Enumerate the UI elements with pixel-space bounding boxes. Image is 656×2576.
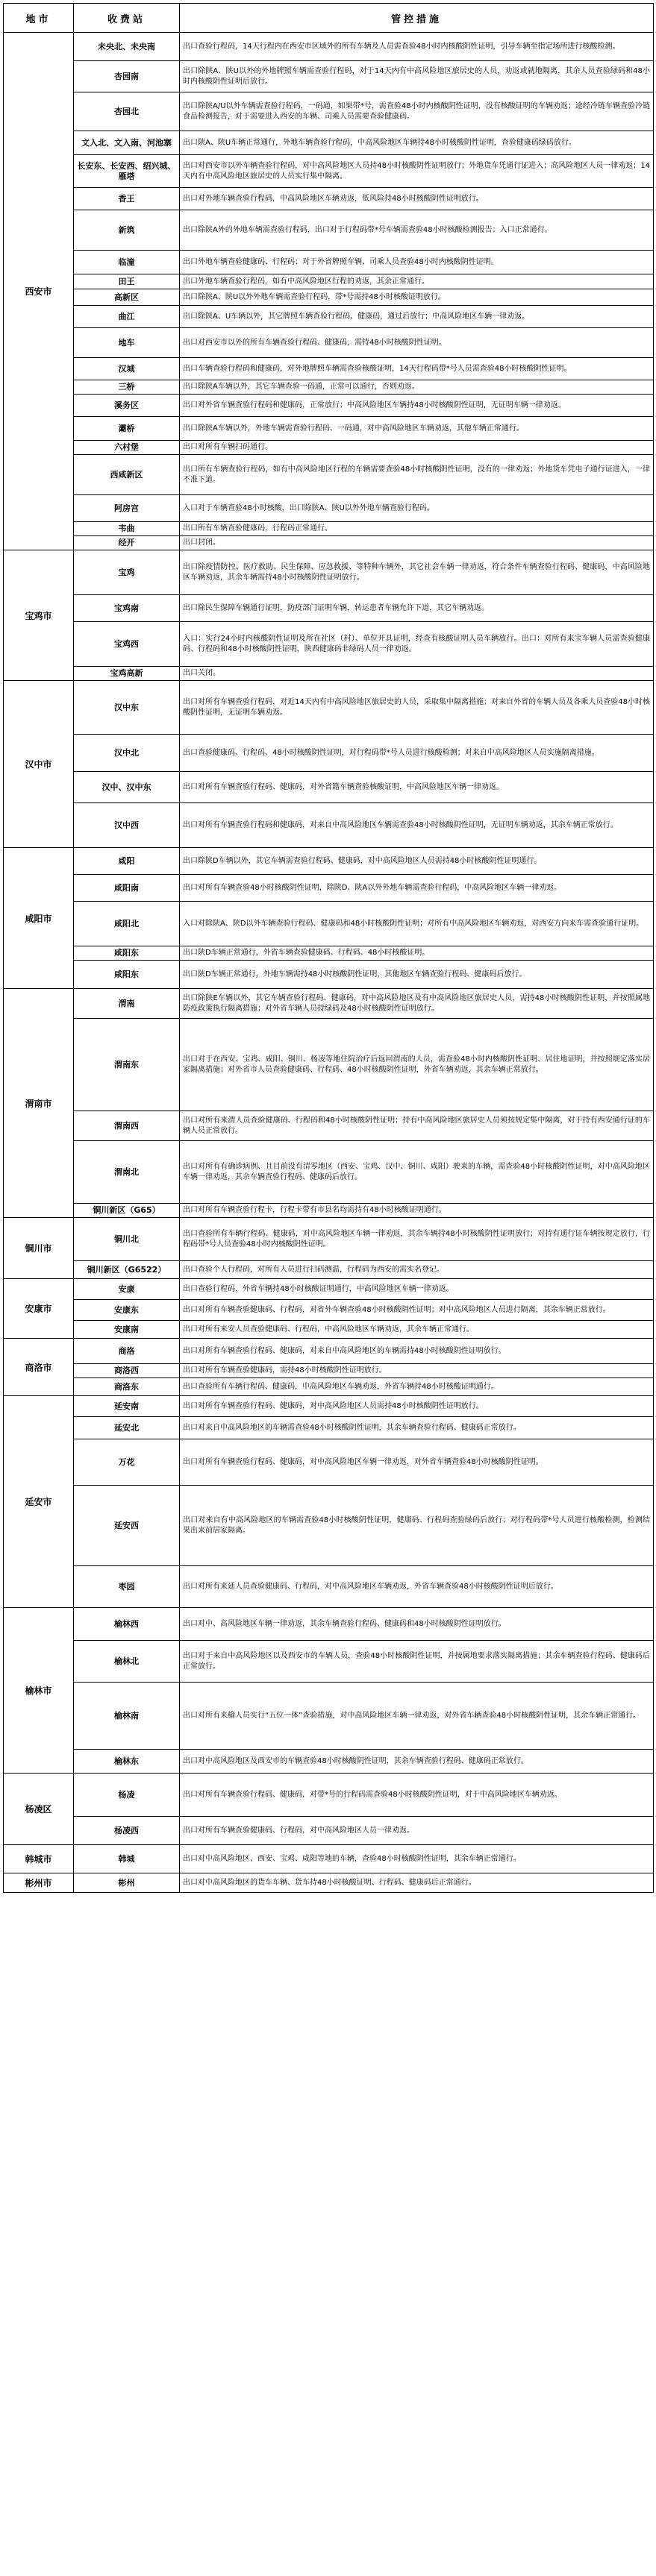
measures-cell: 出口对所有车辆查验行程码，对近14天内有中高风险地区旅居史的人员，采取集中隔离措施；对来自外省的车辆人员及各乘人员查验48小时核酸阴性证明，无证明车辆劝返。: [180, 681, 654, 735]
station-cell: 宝鸡高新: [74, 667, 180, 681]
station-cell: 田王: [74, 274, 180, 289]
city-cell: 咸阳市: [4, 848, 74, 989]
measures-cell: 出口查验行程码，外省车辆持48小时核酸证明通行，中高风险地区车辆一律劝返。: [180, 1279, 654, 1300]
measures-cell: 出口除陕A、陕U以外的外地牌照车辆需查验行程码，对于14天内有中高风险地区旅居史的人员，劝返或就地隔离，其余人员查验绿码和48小时内核酸阴性证明后放行。: [180, 61, 654, 92]
measures-cell: 入口：实行24小时内核酸阴性证明及所在社区（村）、单位开具证明，经查有核酸证明人员车辆放行。出口：对所有来宝车辆人员需查验健康码、行程码和48小时核酸阴性证明，陕西健康码非绿码人员一律劝返。: [180, 622, 654, 667]
measures-cell: 出口对所有车辆查验健康码，需持48小时核酸阴性证明放行。: [180, 1364, 654, 1378]
station-cell: 长安东、长安西、绍兴城、雁塔: [74, 155, 180, 188]
table-row: [4, 595, 654, 622]
measures-cell: 出口对来自中高风险地区的车辆需查验48小时核酸阴性证明，其余车辆查验行程码、健康码正常放行。: [180, 1417, 654, 1439]
measures-cell: 入口对除陕A、陕D以外车辆查验行程码、健康码和48小时核酸阴性证明；对所有中高风险地区车辆劝返，对西安方向来车需查验通行证明。: [180, 902, 654, 946]
station-cell: 咸阳东: [74, 961, 180, 989]
station-cell: 渭南北: [74, 1141, 180, 1204]
measures-cell: 出口外地车辆查验行程码，如有中高风险地区行程的劝返，其余正常通行。: [180, 274, 654, 289]
measures-cell: 出口除陕D车辆以外，其它车辆需查验行程码、健康码，对中高风险地区人员需持48小时核酸阴性证明通行。: [180, 848, 654, 875]
measures-cell: 出口对西安市以外的所有车辆查验行程码、健康码，需持48小时核酸阴性证明。: [180, 328, 654, 358]
measures-cell: 出口对所有车辆查验48小时核酸阴性证明，除陕D、陕A以外外地车辆需查验行程码，中高风险地区车辆一律劝返。: [180, 875, 654, 902]
table-row: [4, 188, 654, 210]
measures-cell: 出口查验行程码，14天行程内在西安市区域外的所有车辆及人员需查验48小时内核酸阴性证明，引导车辆至指定场所进行核酸检测。: [180, 33, 654, 61]
table-row: [4, 902, 654, 946]
measures-cell: 出口对所有车辆查验行程码和健康码，对来自中高风险地区车辆需查验48小时核酸阴性证明，无证明车辆劝返，其余车辆正常放行。: [180, 803, 654, 848]
table-body: [4, 33, 654, 1893]
station-cell: 延安南: [74, 1396, 180, 1417]
table-row: [4, 328, 654, 358]
measures-cell: 出口对所有车辆查验行程码、健康码，对带*号的行程码需查验48小时核酸阴性证明，对于中高风险地区车辆劝返。: [180, 1774, 654, 1817]
station-cell: 咸阳南: [74, 875, 180, 902]
measures-cell: 出口关闭。: [180, 667, 654, 681]
city-cell: 杨凌区: [4, 1774, 74, 1845]
table-row: [4, 1774, 654, 1817]
measures-cell: 出口除疫情防控、医疗救助、民生保障、应急救援、等特种车辆外，其它社会车辆一律劝返，符合条件车辆查验行程码、健康码，中高风险地区车辆劝返，其余车辆需持48小时核酸阴性证明放行。: [180, 550, 654, 595]
table-row: [4, 210, 654, 251]
measures-cell: 出口除陕A外的外地车辆需查验行程码，出口对于行程码带*号车辆需查验48小时核酸检测报告；入口正常通行。: [180, 210, 654, 251]
table-row: [4, 1683, 654, 1750]
station-cell: 曲江: [74, 306, 180, 328]
measures-cell: 出口查验所有车辆行程码、健康码，中高风险地区车辆劝返，外省车辆持48小时核酸证明通行。: [180, 1378, 654, 1396]
city-cell: 韩城市: [4, 1845, 74, 1873]
city-cell: 安康市: [4, 1279, 74, 1339]
station-cell: 临潼: [74, 251, 180, 274]
table-row: [4, 1845, 654, 1873]
measures-cell: 出口对中高风险地区及西安市的车辆查验48小时核酸阴性证明，其余车辆查验行程码、健康码正常放行。: [180, 1750, 654, 1774]
station-cell: 彬州: [74, 1873, 180, 1893]
table-row: [4, 417, 654, 441]
measures-cell: 出口外地车辆查验健康码、行程码；对于外省牌照车辆、司乘人员查验48小时内核酸阴性证明。: [180, 251, 654, 274]
station-cell: 咸阳北: [74, 902, 180, 946]
measures-cell: 出口查验个人行程码，对所有人员进行扫码测温，行程码为西安的需实名登记。: [180, 1261, 654, 1279]
measures-cell: 出口除陕A/U以外车辆需查验行程码，一码通，如果带*号，需查验48小时内核酸阴性证明，没有核酸证明的车辆劝返；途经冷链车辆查验冷链食品检测报告，对于需要进入西安的车辆、司乘人员需要查验健康码。: [180, 92, 654, 131]
table-row: [4, 1279, 654, 1300]
measures-cell: 出口封闭。: [180, 536, 654, 550]
station-cell: 经开: [74, 536, 180, 550]
table-row: [4, 961, 654, 989]
table-row: [4, 622, 654, 667]
station-cell: 汉中东: [74, 681, 180, 735]
station-cell: 铜川北: [74, 1218, 180, 1261]
station-cell: 渭南东: [74, 1019, 180, 1111]
table-row: [4, 667, 654, 681]
city-cell: 渭南市: [4, 989, 74, 1218]
measures-cell: 出口查验所有车辆行程码、健康码，对中高风险地区车辆一律劝返，其余车辆持48小时核酸阴性证明放行；对持有通行证车辆按规定放行，行程码带*号人员查验48小时内核酸阴性证明。: [180, 1218, 654, 1261]
measures-cell: 出口对所有车辆查验行程码、健康码，对中高风险地区人员需持48小时核酸阴性证明放行。: [180, 1396, 654, 1417]
city-cell: 延安市: [4, 1396, 74, 1608]
station-cell: 商洛西: [74, 1364, 180, 1378]
table-row: [4, 1566, 654, 1608]
station-cell: 宝鸡西: [74, 622, 180, 667]
table-row: [4, 1608, 654, 1641]
table-row: [4, 1486, 654, 1566]
station-cell: 汉中西: [74, 803, 180, 848]
station-cell: 安康: [74, 1279, 180, 1300]
station-cell: 万花: [74, 1439, 180, 1486]
station-cell: 榆林北: [74, 1641, 180, 1683]
table-row: [4, 803, 654, 848]
table-row: [4, 522, 654, 536]
table-row: [4, 306, 654, 328]
measures-cell: 出口对所有车辆查验健康码、行程码，对省外车辆查验48小时核酸阴性证明；对中高风险地区人员进行隔离，其余车辆正常放行。: [180, 1300, 654, 1321]
measures-cell: 出口对中、高风险地区车辆一律劝返，其余车辆查验行程码、健康码和48小时核酸阴性证明放行。: [180, 1608, 654, 1641]
measures-cell: 出口对所有车辆扫码通行。: [180, 441, 654, 455]
station-cell: 汉城: [74, 358, 180, 380]
measures-cell: 出口对西安市以外车辆查验行程码，对中高风险地区人员持48小时核酸阴性证明放行；外地货车凭通行证进入；高风险地区人员一律劝返；14天内有中高风险地区旅居史的人员实行集中隔离。: [180, 155, 654, 188]
table-row: [4, 536, 654, 550]
station-cell: 杨凌西: [74, 1817, 180, 1845]
table-row: [4, 1218, 654, 1261]
table-row: [4, 1817, 654, 1845]
table-row: [4, 1396, 654, 1417]
measures-cell: 出口对来自有中高风险地区的车辆需查验48小时核酸阴性证明，健康码、行程码查验绿码后放行；对行程码带*号人员进行核酸检测，检测结果出来前居家隔离。: [180, 1486, 654, 1566]
city-cell: 铜川市: [4, 1218, 74, 1279]
measures-cell: 出口对外省车辆查验行程码和健康码，正常放行；中高风险地区车辆持48小时核酸阴性证明，无证明车辆一律劝返。: [180, 395, 654, 417]
station-cell: 高新区: [74, 289, 180, 306]
station-cell: 榆林东: [74, 1750, 180, 1774]
measures-cell: 出口所有车辆查验行程码，如有中高风险地区行程的车辆需要查验48小时核酸阴性证明，没有的一律劝返；外地货车凭电子通行证进入，一律不准下道。: [180, 455, 654, 495]
measures-cell: 出口对所有车辆查验行程码、健康码，对来自中高风险地区的车辆需持48小时核酸阴性证明放行。: [180, 1339, 654, 1364]
measures-cell: 出口对所有来延人员查验健康码、行程码，对中高风险地区车辆劝返，外省车辆查验48小时核酸阴性证明后放行。: [180, 1566, 654, 1608]
measures-cell: 出口陕D车辆正常通行，外地车辆需持48小时核酸阴性证明，其他地区车辆查验行程码、健康码后放行。: [180, 961, 654, 989]
table-row: [4, 358, 654, 380]
city-cell: 汉中市: [4, 681, 74, 848]
table-row: [4, 155, 654, 188]
station-cell: 新筑: [74, 210, 180, 251]
measures-cell: 出口除陕E车辆以外，其它车辆查验行程码、健康码，对中高风险地区及有中高风险地区旅居史人员，需持48小时核酸阴性证明，并按照属地防疫政策执行隔离措施；对外省车辆人员持绿码及48小时核酸阴性证明放行。: [180, 989, 654, 1019]
measures-cell: 出口查验健康码、行程码、48小时核酸阴性证明，对行程码带*号人员进行核酸检测；对来自中高风险地区人员实施隔离措施。: [180, 735, 654, 772]
table-row: [4, 681, 654, 735]
station-cell: 延安西: [74, 1486, 180, 1566]
measures-cell: 出口对所有车辆查验健康码、行程码，对中高风险地区人员一律劝返。: [180, 1817, 654, 1845]
measures-cell: 出口对所有来渭人员查验健康码、行程码和48小时核酸阴性证明；持有中高风险地区旅居史人员须按规定集中隔离，对于持有西安通行证的车辆人员正常放行。: [180, 1111, 654, 1141]
station-cell: 安康东: [74, 1300, 180, 1321]
station-cell: 未央北、未央南: [74, 33, 180, 61]
measures-cell: 出口除陕A车辆以外，外地车辆需查验行程码、一码通，对中高风险地区车辆劝返，其他车辆正常通行。: [180, 417, 654, 441]
station-cell: 韦曲: [74, 522, 180, 536]
station-cell: 商洛: [74, 1339, 180, 1364]
measures-cell: 出口对外地车辆查验行程码，中高风险地区车辆劝返，低风险持48小时核酸阴性证明放行。: [180, 188, 654, 210]
table-row: [4, 1339, 654, 1364]
station-cell: 西咸新区: [74, 455, 180, 495]
station-cell: 枣园: [74, 1566, 180, 1608]
table-row: [4, 1321, 654, 1339]
station-cell: 灞桥: [74, 417, 180, 441]
table-row: [4, 495, 654, 522]
table-row: [4, 1300, 654, 1321]
station-cell: 杏园南: [74, 61, 180, 92]
measures-cell: 出口对于来自中高风险地区以及西安市的车辆人员，查验48小时核酸阴性证明，并按属地要求落实隔离措施；其余车辆查验行程码、健康码后正常放行。: [180, 1641, 654, 1683]
table-row: [4, 1141, 654, 1204]
table-row: [4, 131, 654, 155]
table-row: [4, 1439, 654, 1486]
city-cell: 彬州市: [4, 1873, 74, 1893]
table-row: [4, 1750, 654, 1774]
station-cell: 汉中北: [74, 735, 180, 772]
station-cell: 文入北、文入南、河池寨: [74, 131, 180, 155]
measures-cell: 出口除陕A车辆以外，其它车辆查验一码通，正常可以通行，否则劝返。: [180, 380, 654, 395]
header-city: 地市: [4, 4, 74, 33]
header-measures: 管控措施: [180, 4, 654, 33]
measures-cell: 出口对于在西安、宝鸡、咸阳、铜川、杨凌等地住院治疗后返回渭南的人员，需查验48小时内核酸阴性证明、居住地证明，并按照规定落实居家隔离措施；对外省市人员查验健康码、行程码、48小时核酸阴性证明，外省车辆劝返，其余车辆正常放行。: [180, 1019, 654, 1111]
station-cell: 铜川新区（G65）: [74, 1204, 180, 1218]
table-row: [4, 1641, 654, 1683]
table-row: [4, 550, 654, 595]
table-row: [4, 274, 654, 289]
station-cell: 汉中、汉中东: [74, 772, 180, 803]
station-cell: 溪务区: [74, 395, 180, 417]
station-cell: 铜川新区（G6522）: [74, 1261, 180, 1279]
table-row: [4, 875, 654, 902]
measures-cell: 出口对所有车辆查验行程卡，行程卡带有市县名均需持有48小时核酸证明通行。: [180, 1204, 654, 1218]
table-row: [4, 772, 654, 803]
table-row: [4, 92, 654, 131]
measures-cell: 出口对所有有确诊病例、且目前没有清零地区（西安、宝鸡、汉中、铜川、咸阳）驶来的车辆，需查验48小时核酸阴性证明，对中高风险地区车辆一律劝返，其余车辆查验行程码、健康码后放行。: [180, 1141, 654, 1204]
station-cell: 榆林南: [74, 1683, 180, 1750]
measures-cell: 出口除陕A、U车辆以外，其它牌照车辆查验行程码、健康码，通过后放行；中高风险地区车辆一律劝返。: [180, 306, 654, 328]
station-cell: 杨凌: [74, 1774, 180, 1817]
station-cell: 渭南: [74, 989, 180, 1019]
station-cell: 渭南西: [74, 1111, 180, 1141]
measures-cell: 出口除陕A、陕U以外外地车辆需查验行程码，带*号需持48小时核酸证明放行。: [180, 289, 654, 306]
measures-cell: 出口对所有来安人员查验健康码、行程码，中高风险地区车辆劝返，其余车辆正常通行。: [180, 1321, 654, 1339]
station-cell: 三桥: [74, 380, 180, 395]
city-cell: 榆林市: [4, 1608, 74, 1774]
station-cell: 香王: [74, 188, 180, 210]
measures-cell: 出口对所有车辆查验行程码、健康码，对中高风险地区车辆一律劝返，对外省车辆查验48小时核酸阴性证明。: [180, 1439, 654, 1486]
table-row: [4, 395, 654, 417]
table-row: [4, 1364, 654, 1378]
station-cell: 咸阳东: [74, 946, 180, 961]
table-row: [4, 1111, 654, 1141]
table-row: [4, 1873, 654, 1893]
measures-cell: 入口对于车辆查验48小时核酸，出口除陕A、陕U以外外地车辆查验行程码。: [180, 495, 654, 522]
station-cell: 安康南: [74, 1321, 180, 1339]
station-cell: 宝鸡南: [74, 595, 180, 622]
table-row: [4, 1019, 654, 1111]
table-row: [4, 61, 654, 92]
table-row: [4, 251, 654, 274]
measures-cell: 出口对中高风险地区的货车车辆、货车持48小时核酸证明、行程码、健康码后正常通行。: [180, 1873, 654, 1893]
table-row: [4, 33, 654, 61]
measures-cell: 出口除民生保障车辆通行证明，防疫部门证明车辆，转运患者车辆允许下道，其它车辆劝返。: [180, 595, 654, 622]
measures-cell: 出口对中高风险地区、西安、宝鸡、咸阳等地的车辆，查验48小时核酸阴性证明，其余车辆正常通行。: [180, 1845, 654, 1873]
table-row: [4, 1417, 654, 1439]
station-cell: 咸阳: [74, 848, 180, 875]
station-cell: 韩城: [74, 1845, 180, 1873]
control-measures-table: [3, 3, 654, 1893]
station-cell: 宝鸡: [74, 550, 180, 595]
table-row: [4, 989, 654, 1019]
table-row: [4, 455, 654, 495]
station-cell: 延安北: [74, 1417, 180, 1439]
city-cell: 宝鸡市: [4, 550, 74, 681]
measures-cell: 出口对所有车辆查验行程码、健康码，对外省籍车辆查验核酸证明，中高风险地区车辆一律劝返。: [180, 772, 654, 803]
table-header-row: [4, 4, 654, 33]
station-cell: 阿房宫: [74, 495, 180, 522]
table-row: [4, 848, 654, 875]
table-row: [4, 1261, 654, 1279]
table-row: [4, 735, 654, 772]
measures-cell: 出口对所有来榆人员实行“五位一体”查验措施，对中高风险地区车辆一律劝返，对外省车辆查验48小时核酸阴性证明，其余车辆正常通行。: [180, 1683, 654, 1750]
header-station: 收费站: [74, 4, 180, 33]
measures-cell: 出口车辆查验行程码和健康码，对外地牌照车辆需查验核酸证明，14天行程码带*号人员需查验48小时核酸阴性证明。: [180, 358, 654, 380]
table-row: [4, 441, 654, 455]
table-row: [4, 1378, 654, 1396]
city-cell: 西安市: [4, 33, 74, 550]
table-row: [4, 380, 654, 395]
measures-cell: 出口陕A、陕U车辆正常通行，外地车辆查验行程码，中高风险地区车辆持48小时核酸阴性证明，查验健康码绿码放行。: [180, 131, 654, 155]
station-cell: 榆林西: [74, 1608, 180, 1641]
city-cell: 商洛市: [4, 1339, 74, 1396]
table-row: [4, 946, 654, 961]
measures-cell: 出口所有车辆查验健康码，行程码正常通行。: [180, 522, 654, 536]
table-row: [4, 1204, 654, 1218]
table-row: [4, 289, 654, 306]
station-cell: 地车: [74, 328, 180, 358]
station-cell: 杏园北: [74, 92, 180, 131]
station-cell: 商洛东: [74, 1378, 180, 1396]
station-cell: 六村堡: [74, 441, 180, 455]
measures-cell: 出口陕D车辆正常通行，外省车辆查验健康码、行程码、48小时核酸证明。: [180, 946, 654, 961]
